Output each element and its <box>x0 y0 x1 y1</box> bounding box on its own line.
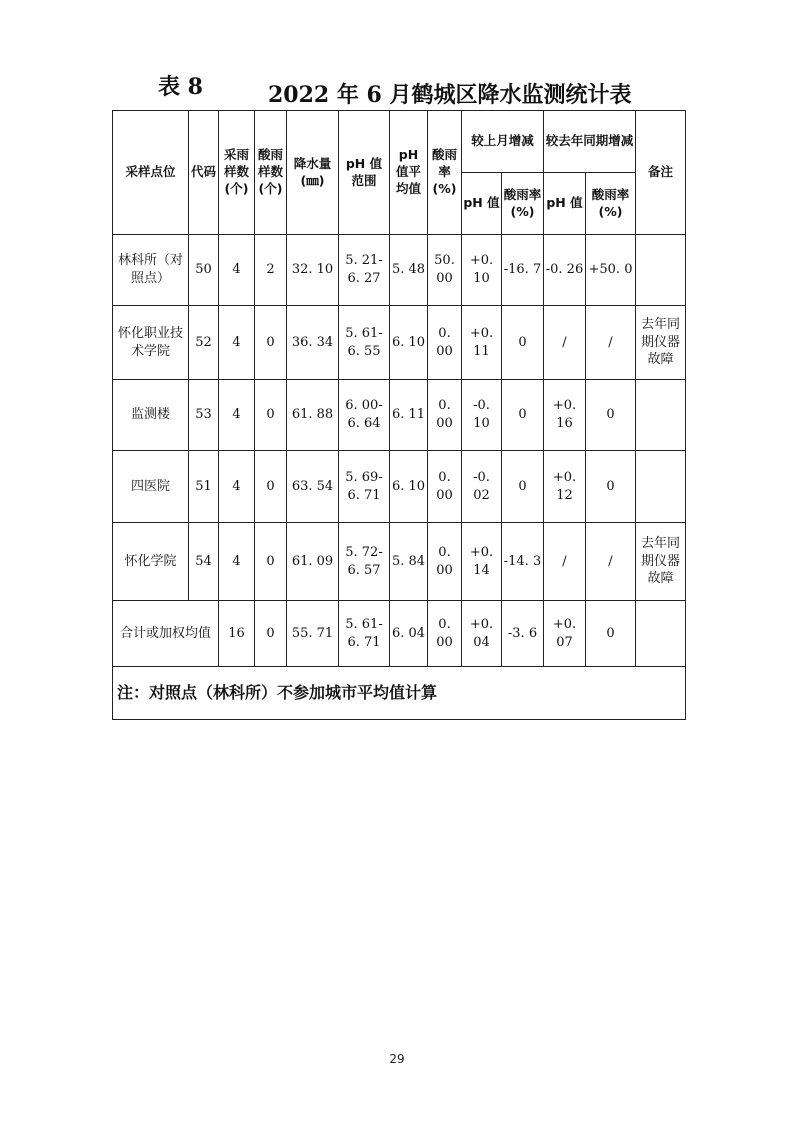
cell-precip: 32. 10 <box>287 235 339 306</box>
cell-acid-samples: 0 <box>255 306 287 380</box>
cell-acid-samples: 0 <box>255 523 287 601</box>
cell-samples: 4 <box>219 523 255 601</box>
cell-year-acid: 0 <box>586 380 636 451</box>
col-header-site: 采样点位 <box>113 111 189 235</box>
cell-site: 监测楼 <box>113 380 189 451</box>
col-header-remarks: 备注 <box>636 111 686 235</box>
cell-samples: 4 <box>219 306 255 380</box>
col-header-acid-samples: 酸雨样数(个) <box>255 111 287 235</box>
cell-ph-range: 5. 61- 6. 55 <box>339 306 390 380</box>
cell-ph-range: 5. 61- 6. 71 <box>339 601 390 667</box>
total-row <box>113 601 686 667</box>
cell-site: 怀化职业技术学院 <box>113 306 189 380</box>
col-header-code: 代码 <box>189 111 219 235</box>
table-number: 表 8 <box>158 74 203 100</box>
cell-code: 53 <box>189 380 219 451</box>
cell-precip: 61. 88 <box>287 380 339 451</box>
cell-year-ph: +0. 12 <box>544 451 586 523</box>
cell-ph-range: 6. 00- 6. 64 <box>339 380 390 451</box>
cell-ph-avg: 6. 10 <box>390 306 428 380</box>
cell-samples: 4 <box>219 235 255 306</box>
cell-month-ph: -0. 02 <box>462 451 502 523</box>
cell-month-acid: -14. 3 <box>502 523 544 601</box>
cell-year-ph: -0. 26 <box>544 235 586 306</box>
cell-precip: 55. 71 <box>287 601 339 667</box>
col-header-samples: 采雨样数(个) <box>219 111 255 235</box>
cell-ph-avg: 5. 84 <box>390 523 428 601</box>
cell-acid-rate: 0. 00 <box>428 523 462 601</box>
sub-header-month-acid: 酸雨率(%) <box>502 173 544 235</box>
page-number: 29 <box>389 1052 405 1066</box>
cell-site: 林科所（对照点） <box>113 235 189 306</box>
cell-acid-samples: 0 <box>255 601 287 667</box>
table-note: 注：对照点（林科所）不参加城市平均值计算 <box>113 667 686 720</box>
cell-month-ph: +0. 10 <box>462 235 502 306</box>
cell-year-acid: 0 <box>586 601 636 667</box>
col-header-ph-avg: pH 值平均值 <box>390 111 428 235</box>
sub-header-month-ph: pH 值 <box>462 173 502 235</box>
col-header-acid-rate: 酸雨率(%) <box>428 111 462 235</box>
col-header-precip: 降水量(㎜) <box>287 111 339 235</box>
cell-precip: 36. 34 <box>287 306 339 380</box>
cell-remarks: 去年同期仪器故障 <box>636 306 686 380</box>
table-row <box>113 523 686 601</box>
cell-year-acid: / <box>586 523 636 601</box>
cell-month-ph: +0. 04 <box>462 601 502 667</box>
cell-month-acid: 0 <box>502 380 544 451</box>
col-header-vs-last-year: 较去年同期增减 <box>544 111 636 173</box>
sub-header-year-ph: pH 值 <box>544 173 586 235</box>
cell-year-acid: 0 <box>586 451 636 523</box>
cell-total-label: 合计或加权均值 <box>113 601 219 667</box>
cell-month-acid: 0 <box>502 306 544 380</box>
cell-month-acid: -16. 7 <box>502 235 544 306</box>
cell-month-acid: -3. 6 <box>502 601 544 667</box>
cell-remarks <box>636 601 686 667</box>
cell-year-acid: +50. 0 <box>586 235 636 306</box>
cell-code: 54 <box>189 523 219 601</box>
cell-samples: 4 <box>219 451 255 523</box>
cell-acid-samples: 0 <box>255 451 287 523</box>
cell-site: 怀化学院 <box>113 523 189 601</box>
cell-month-ph: -0. 10 <box>462 380 502 451</box>
cell-month-acid: 0 <box>502 451 544 523</box>
cell-samples: 4 <box>219 380 255 451</box>
table-row <box>113 380 686 451</box>
page-title: 2022 年 6 月鹤城区降水监测统计表 <box>268 82 632 108</box>
sub-header-year-acid: 酸雨率(%) <box>586 173 636 235</box>
cell-remarks: 去年同期仪器故障 <box>636 523 686 601</box>
cell-ph-avg: 6. 04 <box>390 601 428 667</box>
cell-remarks <box>636 451 686 523</box>
cell-site: 四医院 <box>113 451 189 523</box>
cell-ph-range: 5. 21- 6. 27 <box>339 235 390 306</box>
precipitation-table <box>112 110 686 720</box>
title-row <box>0 0 794 112</box>
cell-acid-samples: 2 <box>255 235 287 306</box>
cell-year-ph: / <box>544 523 586 601</box>
cell-code: 50 <box>189 235 219 306</box>
cell-year-ph: / <box>544 306 586 380</box>
cell-year-ph: +0. 16 <box>544 380 586 451</box>
cell-acid-rate: 0. 00 <box>428 601 462 667</box>
cell-year-acid: / <box>586 306 636 380</box>
cell-remarks <box>636 235 686 306</box>
note-row <box>113 667 686 720</box>
cell-precip: 63. 54 <box>287 451 339 523</box>
table-row <box>113 451 686 523</box>
cell-month-ph: +0. 11 <box>462 306 502 380</box>
cell-acid-rate: 0. 00 <box>428 451 462 523</box>
cell-acid-rate: 0. 00 <box>428 306 462 380</box>
cell-code: 51 <box>189 451 219 523</box>
cell-ph-avg: 5. 48 <box>390 235 428 306</box>
cell-ph-avg: 6. 10 <box>390 451 428 523</box>
cell-acid-rate: 0. 00 <box>428 380 462 451</box>
cell-month-ph: +0. 14 <box>462 523 502 601</box>
cell-code: 52 <box>189 306 219 380</box>
cell-ph-range: 5. 72- 6. 57 <box>339 523 390 601</box>
col-header-ph-range: pH 值范围 <box>339 111 390 235</box>
cell-year-ph: +0. 07 <box>544 601 586 667</box>
col-header-vs-last-month: 较上月增减 <box>462 111 544 173</box>
table-row <box>113 235 686 306</box>
cell-acid-rate: 50. 00 <box>428 235 462 306</box>
cell-ph-range: 5. 69- 6. 71 <box>339 451 390 523</box>
table-row <box>113 306 686 380</box>
cell-acid-samples: 0 <box>255 380 287 451</box>
cell-precip: 61. 09 <box>287 523 339 601</box>
cell-samples: 16 <box>219 601 255 667</box>
cell-ph-avg: 6. 11 <box>390 380 428 451</box>
cell-remarks <box>636 380 686 451</box>
